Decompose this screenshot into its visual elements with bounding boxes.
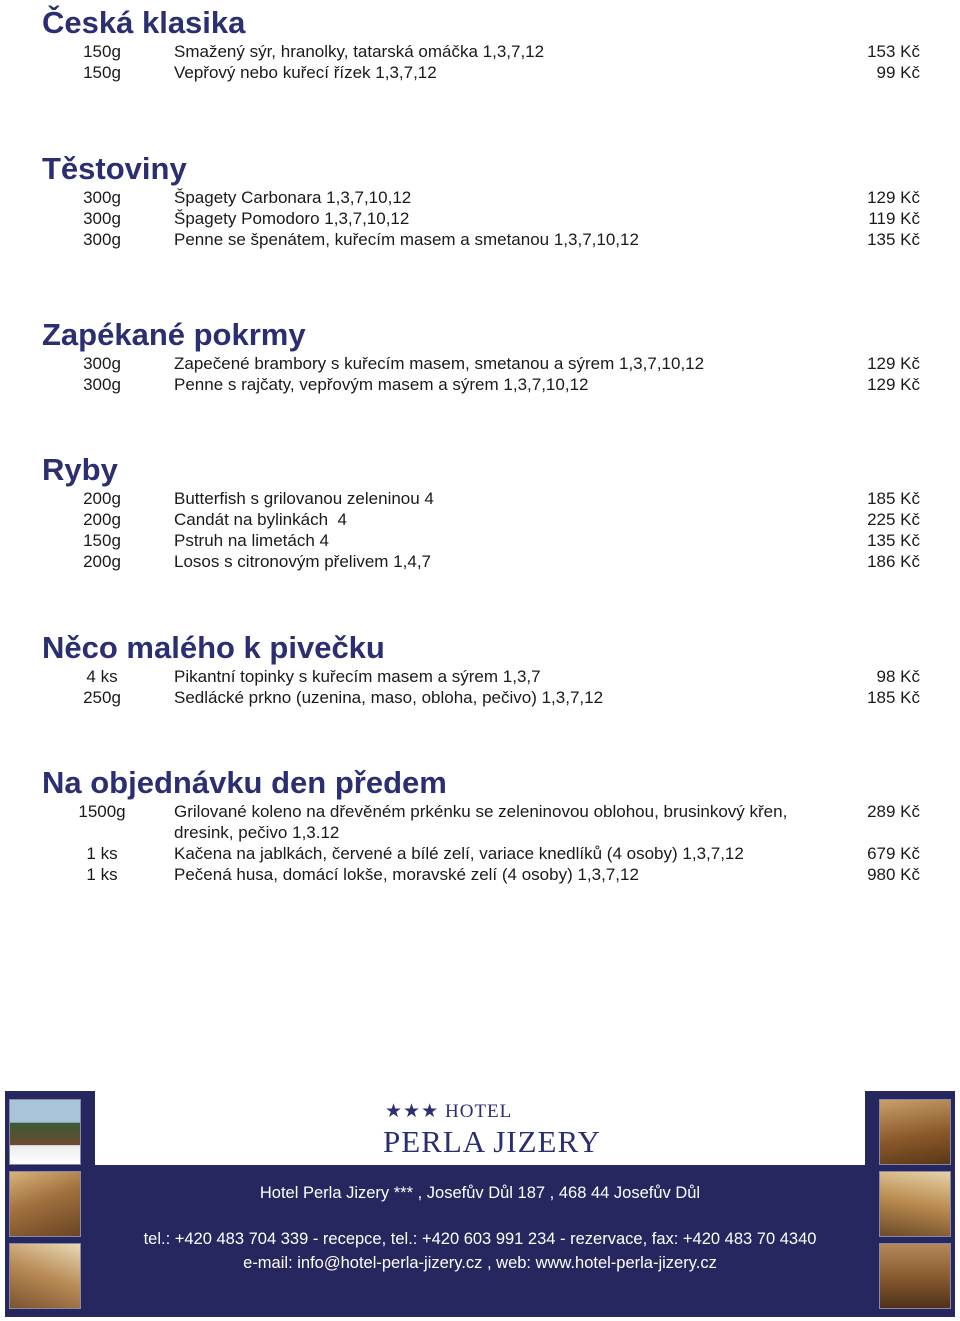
item-quantity: 300g bbox=[83, 209, 121, 228]
hotel-restaurant-photo bbox=[879, 1171, 951, 1237]
menu-item bbox=[0, 551, 960, 572]
hotel-logo bbox=[95, 1091, 865, 1165]
section-title: Něco malého k pivečku bbox=[42, 630, 385, 665]
item-name: Candát na bylinkách 4 bbox=[174, 510, 347, 529]
item-quantity: 150g bbox=[83, 42, 121, 61]
item-quantity: 300g bbox=[83, 188, 121, 207]
item-name: Zapečené brambory s kuřecím masem, smetanou a sýrem 1,3,7,10,12 bbox=[174, 354, 705, 373]
item-quantity: 300g bbox=[83, 354, 121, 373]
menu-item bbox=[0, 509, 960, 530]
item-name: Grilované koleno na dřevěném prkénku se zeleninovou oblohou, brusinkový křen, dresink, pečivo 1,3.12 bbox=[174, 802, 788, 842]
item-price: 129 Kč bbox=[867, 188, 920, 207]
photo-column-right bbox=[875, 1091, 955, 1317]
menu-item bbox=[0, 843, 960, 864]
item-quantity: 250g bbox=[83, 688, 121, 707]
item-price: 129 Kč bbox=[867, 354, 920, 373]
item-price: 679 Kč bbox=[867, 844, 920, 863]
item-price: 129 Kč bbox=[867, 375, 920, 394]
section-title: Zapékané pokrmy bbox=[42, 317, 306, 352]
footer-address: Hotel Perla Jizery *** , Josefův Důl 187 , 468 44 Josefův Důl bbox=[259, 1184, 701, 1202]
item-name: Kačena na jablkách, červené a bílé zelí, variace knedlíků (4 osoby) 1,3,7,12 bbox=[174, 844, 744, 863]
section-title: Na objednávku den předem bbox=[42, 765, 447, 800]
item-name: Sedlácké prkno (uzenina, maso, obloha, pečivo) 1,3,7,12 bbox=[174, 688, 604, 707]
item-quantity: 200g bbox=[83, 510, 121, 529]
menu-item bbox=[0, 488, 960, 509]
item-price: 99 Kč bbox=[876, 63, 920, 82]
menu-item bbox=[0, 229, 960, 250]
hotel-attic-room-photo bbox=[879, 1243, 951, 1309]
hotel-exterior-photo bbox=[9, 1099, 81, 1165]
item-name: Pečená husa, domácí lokše, moravské zelí (4 osoby) 1,3,7,12 bbox=[174, 865, 639, 884]
item-price: 186 Kč bbox=[867, 552, 920, 571]
logo-hotel-word: HOTEL bbox=[445, 1101, 513, 1122]
menu-item bbox=[0, 208, 960, 229]
item-quantity: 300g bbox=[83, 230, 121, 249]
item-quantity: 1 ks bbox=[86, 844, 118, 863]
item-price: 119 Kč bbox=[868, 209, 920, 228]
item-name: Penne se špenátem, kuřecím masem a smetanou 1,3,7,10,12 bbox=[174, 230, 639, 249]
item-name: Losos s citronovým přelivem 1,4,7 bbox=[174, 552, 431, 571]
item-name: Vepřový nebo kuřecí řízek 1,3,7,12 bbox=[174, 63, 437, 82]
section-title: Ryby bbox=[42, 452, 118, 487]
item-quantity: 200g bbox=[83, 552, 121, 571]
item-quantity: 300g bbox=[83, 375, 121, 394]
item-name: Penne s rajčaty, vepřovým masem a sýrem 1,3,7,10,12 bbox=[174, 375, 589, 394]
item-name: Pstruh na limetách 4 bbox=[174, 531, 329, 550]
item-quantity: 4 ks bbox=[86, 667, 118, 686]
menu-item bbox=[0, 864, 960, 885]
item-name: Smažený sýr, hranolky, tatarská omáčka 1,3,7,12 bbox=[174, 42, 545, 61]
item-price: 225 Kč bbox=[867, 510, 920, 529]
item-name: Špagety Pomodoro 1,3,7,10,12 bbox=[174, 209, 410, 228]
item-quantity: 200g bbox=[83, 489, 121, 508]
item-quantity: 1 ks bbox=[86, 865, 118, 884]
item-name: Pikantní topinky s kuřecím masem a sýrem 1,3,7 bbox=[174, 667, 541, 686]
hotel-bedroom-photo bbox=[879, 1099, 951, 1165]
item-price: 980 Kč bbox=[867, 865, 920, 884]
photo-column-left bbox=[5, 1091, 85, 1317]
hotel-room-photo bbox=[9, 1171, 81, 1237]
footer-center bbox=[95, 1091, 865, 1317]
menu-item bbox=[0, 62, 960, 83]
item-quantity: 1500g bbox=[78, 802, 126, 821]
hotel-footer-banner bbox=[5, 1091, 955, 1317]
item-price: 185 Kč bbox=[867, 688, 920, 707]
menu-item bbox=[0, 666, 960, 687]
section-title: Těstoviny bbox=[42, 151, 187, 186]
menu-item bbox=[0, 801, 960, 843]
item-price: 135 Kč bbox=[867, 230, 920, 249]
menu-item bbox=[0, 353, 960, 374]
item-price: 289 Kč bbox=[867, 802, 920, 821]
item-price: 185 Kč bbox=[867, 489, 920, 508]
menu-item bbox=[0, 687, 960, 708]
menu-item bbox=[0, 530, 960, 551]
section-title: Česká klasika bbox=[42, 5, 246, 40]
item-price: 153 Kč bbox=[867, 42, 920, 61]
menu-item bbox=[0, 187, 960, 208]
footer-contact: e-mail: info@hotel-perla-jizery.cz , web: www.hotel-perla-jizery.cz bbox=[243, 1254, 717, 1272]
item-quantity: 150g bbox=[83, 531, 121, 550]
menu-item bbox=[0, 41, 960, 62]
star-rating-icon: ★★★ bbox=[385, 1100, 440, 1122]
item-quantity: 150g bbox=[83, 63, 121, 82]
footer-phones: tel.: +420 483 704 339 - recepce, tel.: +420 603 991 234 - rezervace, fax: +420 483 70 4340 bbox=[143, 1230, 817, 1248]
item-price: 98 Kč bbox=[876, 667, 920, 686]
item-name: Butterfish s grilovanou zeleninou 4 bbox=[174, 489, 434, 508]
item-price: 135 Kč bbox=[867, 531, 920, 550]
item-name: Špagety Carbonara 1,3,7,10,12 bbox=[174, 188, 412, 207]
menu-item bbox=[0, 374, 960, 395]
logo-brand-name: PERLA JIZERY bbox=[383, 1124, 601, 1159]
hotel-interior-photo bbox=[9, 1243, 81, 1309]
